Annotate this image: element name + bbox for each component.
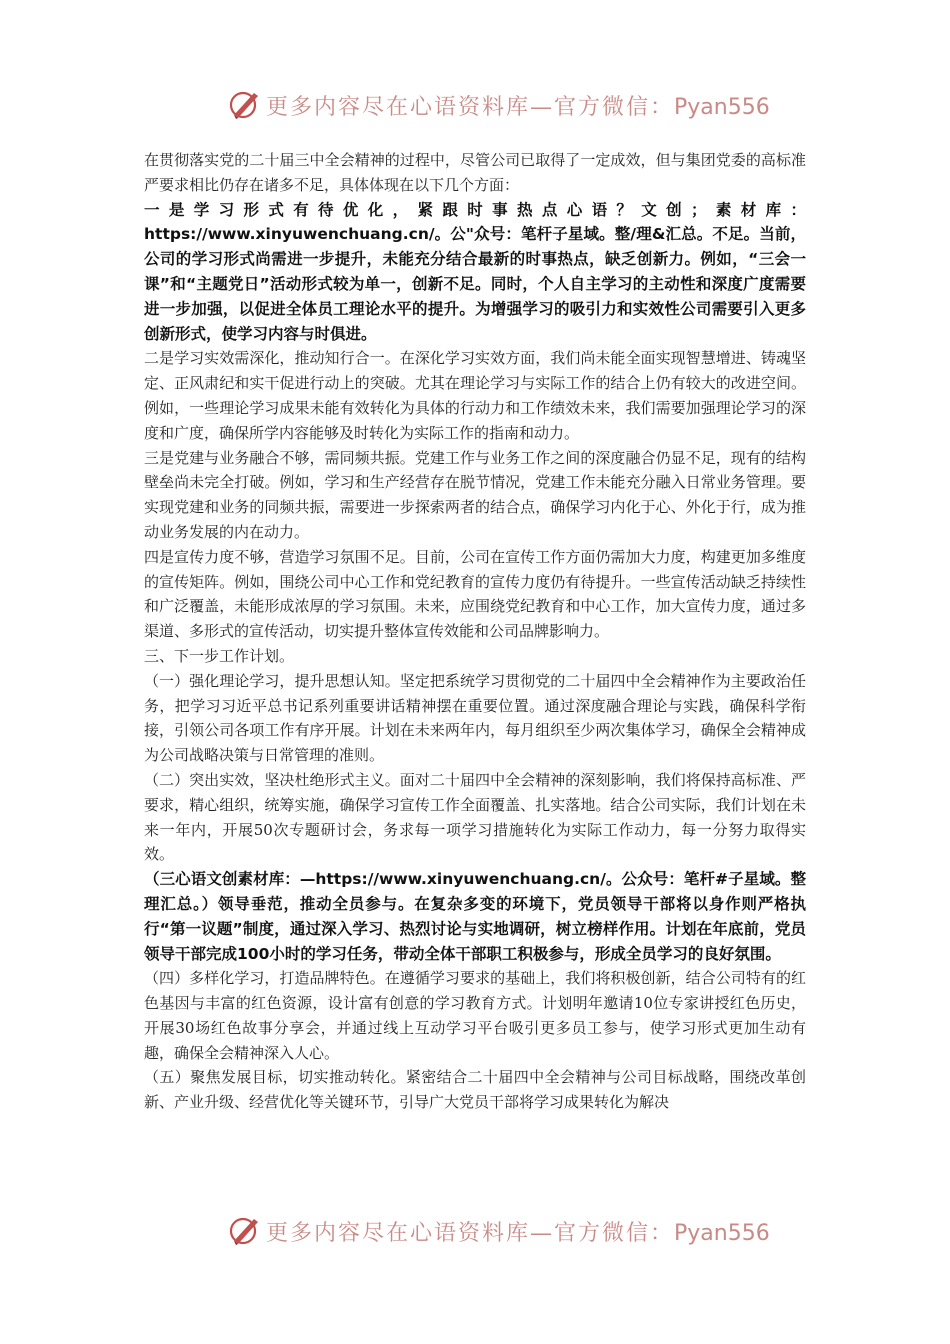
banner-text xyxy=(266,1216,770,1247)
banner-label: 更多内容尽在心语资料库—官方微信： xyxy=(266,1221,675,1246)
paragraph-intro: 在贯彻落实党的二十届三中全会精神的过程中，尽管公司已取得了一定成效，但与集团党委的高标准严要求相比仍存在诸多不足，具体体现在以下几个方面： xyxy=(144,151,806,194)
paragraph-issue-1: 一是学习形式有待优化，紧跟时事热点心语？文创；素材库：https://www.xinyuwenchuang.cn/。公"众号：笔杆子星域。整/理&汇总。不足。当前，公司的学习形式尚需进一步提升，未能充分结合最新的时事热点，缺乏创新力。例如，“三会一课”和“主题党日”活动形式较为单一，创新不足。同时，个人自主学习的主动性和深度广度需要进一步加强，以促进全体员工理论水平的提升。为增强学习的吸引力和实效性公司需要引入更多创新形式，使学习内容与时俱进。 xyxy=(144,200,806,343)
paragraph-plan-4: （四）多样化学习，打造品牌特色。在遵循学习要求的基础上，我们将积极创新，结合公司特有的红色基因与丰富的红色资源，设计富有创意的学习教育方式。计划明年邀请10位专家讲授红色历史，开展30场红色故事分享会，并通过线上互动学习平台吸引更多员工参与，使学习形式更加生动有趣，确保全会精神深入人心。 xyxy=(144,969,806,1062)
paragraph-issue-4: 四是宣传力度不够，营造学习氛围不足。目前，公司在宣传工作方面仍需加大力度，构建更加多维度的宣传矩阵。例如，围绕公司中心工作和党纪教育的宣传力度仍有待提升。一些宣传活动缺乏持续性和广泛覆盖，未能形成浓厚的学习氛围。未来，应围绕党纪教育和中心工作，加大宣传力度，通过多渠道、多形式的宣传活动，切实提升整体宣传效能和公司品牌影响力。 xyxy=(144,547,806,641)
banner-wechat-id: Pyan556 xyxy=(674,95,770,120)
paragraph-plan-5: （五）聚焦发展目标，切实推动转化。紧密结合二十届四中全会精神与公司目标战略，围绕改革创新、产业升级、经营优化等关键环节，引导广大党员干部将学习成果转化为解决 xyxy=(144,1068,806,1112)
pen-logo-icon xyxy=(228,88,262,120)
paragraph-plan-2: （二）突出实效，坚决杜绝形式主义。面对二十届四中全会精神的深刻影响，我们将保持高标准、严要求，精心组织，统筹实施，确保学习宣传工作全面覆盖、扎实落地。结合公司实际，我们计划在未来一年内，开展50次专题研讨会，务求每一项学习措施转化为实际工作动力，每一分努力取得实效。 xyxy=(144,770,806,864)
document-body xyxy=(144,148,806,1115)
paragraph-issue-3: 三是党建与业务融合不够，需同频共振。党建工作与业务工作之间的深度融合仍显不足，现有的结构壁垒尚未完全打破。例如，学习和生产经营存在脱节情况，党建工作未能充分融入日常业务管理。要实现党建和业务的同频共振，需要进一步探索两者的结合点，确保学习内化于心、外化于行，成为推动业务发展的内在动力。 xyxy=(144,448,806,541)
banner-label: 更多内容尽在心语资料库—官方微信： xyxy=(266,95,675,120)
banner-wechat-id: Pyan556 xyxy=(674,1221,770,1246)
section-heading-plan: 三、下一步工作计划。 xyxy=(144,646,295,665)
pen-logo-icon xyxy=(228,1214,262,1246)
banner-text xyxy=(266,90,770,121)
paragraph-plan-1: （一）强化理论学习，提升思想认知。坚定把系统学习贯彻党的二十届四中全会精神作为主要政治任务，把学习习近平总书记系列重要讲话精神摆在重要位置。通过深度融合理论与实践，确保科学衔接，引领公司各项工作有序开展。计划在未来两年内，每月组织至少两次集体学习，确保全会精神成为公司战略决策与日常管理的准则。 xyxy=(144,671,806,765)
paragraph-plan-3: （三心语文创素材库：—https://www.xinyuwenchuang.cn/。公众号：笔杆#子星域。整理汇总。）领导垂范，推动全员参与。在复杂多变的环境下，党员领导干部将以身作则严格执行“第一议题”制度，通过深入学习、热烈讨论与实地调研，树立榜样作用。计划在年底前，党员领导干部完成100小时的学习任务，带动全体干部职工积极参与，形成全员学习的良好氛围。 xyxy=(144,870,806,963)
footer-watermark-banner xyxy=(0,1210,950,1250)
header-watermark-banner xyxy=(0,84,950,124)
paragraph-issue-2: 二是学习实效需深化，推动知行合一。在深化学习实效方面，我们尚未能全面实现智慧增进、铸魂坚定、正风肃纪和实干促进行动上的突破。尤其在理论学习与实际工作的结合上仍有较大的改进空间。例如，一些理论学习成果未能有效转化为具体的行动力和工作绩效未来，我们需要加强理论学习的深度和广度，确保所学内容能够及时转化为实际工作的指南和动力。 xyxy=(144,349,806,442)
